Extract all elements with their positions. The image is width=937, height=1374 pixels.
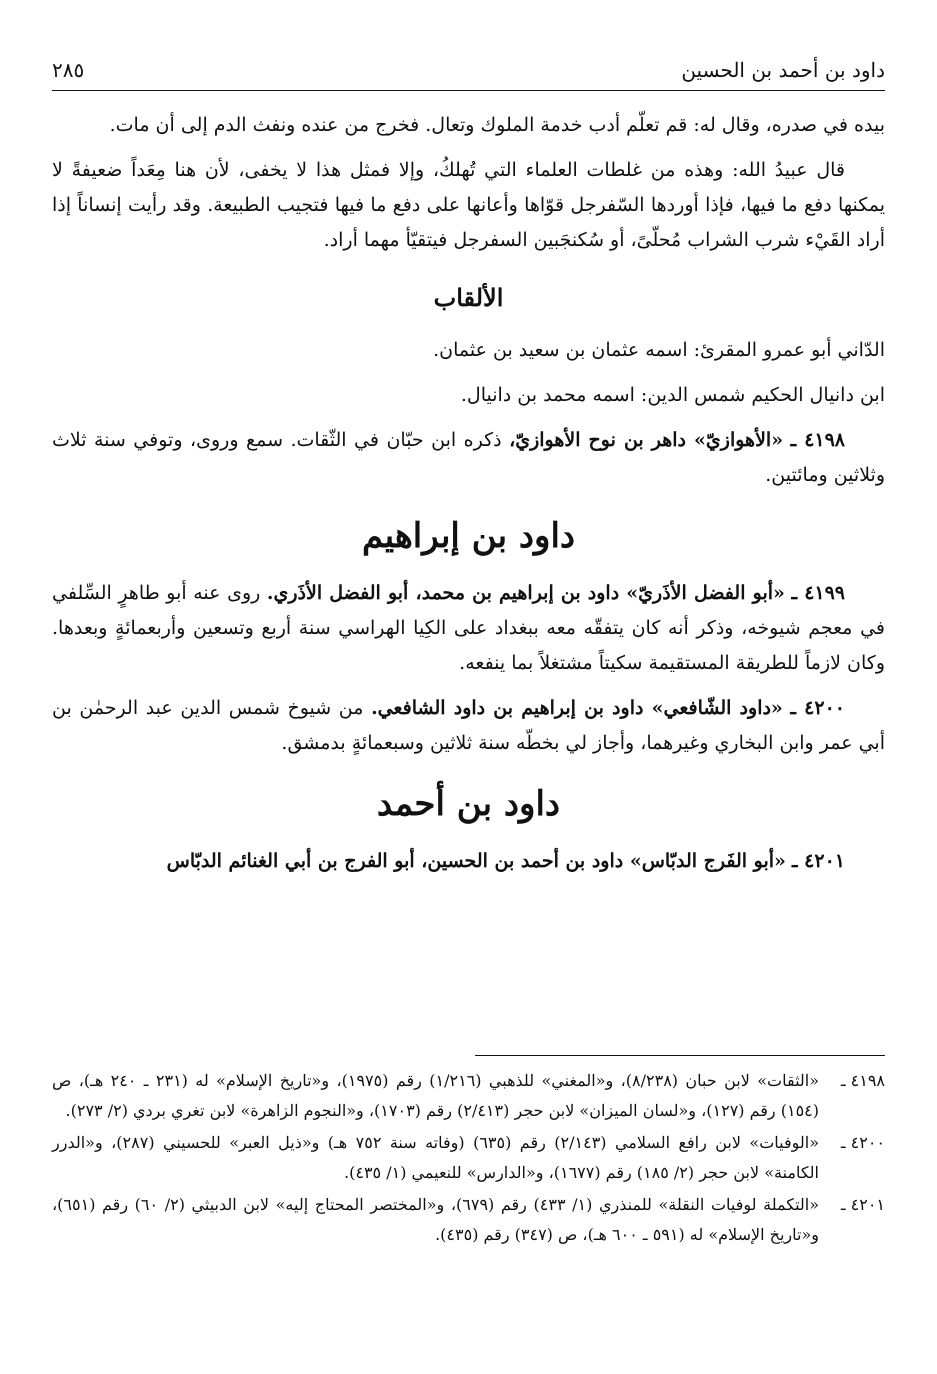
page-body [52, 108, 885, 889]
footnote-rule [475, 1055, 885, 1056]
page-number: ٢٨٥ [52, 58, 85, 82]
entry-4200 [52, 691, 885, 761]
page-header [52, 50, 885, 91]
footnote [52, 1066, 885, 1126]
footnote-text: «التكملة لوفيات النقلة» للمنذري (١/ ٤٣٣) رقم (٦٧٩)، و«المختصر المحتاج إليه» لابن الدبيثي (٢/ ٦٠) رقم (٦٥١)، و«تاريخ الإسلام» له (٥٩١ ـ ٦٠٠ هـ)، ص (٣٤٧) رقم (٤٣٥). [52, 1195, 820, 1244]
entry-text: روى عنه أبو طاهرٍ السِّلفي في معجم شيوخه، وذكر أنه كان يتفقّه معه ببغداد على الكِيا الهراسي سنة أربع وتسعين وأربعمائةٍ وبعدها. وكان لازماً للطريقة المستقيمة سكيتاً مشتغلاً بما ينفعه. [52, 582, 885, 674]
laqab-entry: ابن دانيال الحكيم شمس الدين: اسمه محمد بن دانيال. [460, 384, 885, 406]
entry-name: «داود الشّافعي» داود بن إبراهيم بن داود الشافعي. [371, 697, 783, 719]
section-heading-alqab: الألقاب [433, 283, 504, 312]
footnote-text: «الثقات» لابن حبان (٨/٢٣٨)، و«المغني» للذهبي (١/٢١٦) رقم (١٩٧٥)، و«تاريخ الإسلام» له (٢٣١ ـ ٢٤٠ هـ)، ص (١٥٤) رقم (١٢٧)، و«لسان الميزان» لابن حجر (٢/٤١٣) رقم (١٧٠٣)، و«النجوم الزاهرة» لابن تغري بردي (٢/ ٢٧٣). [52, 1071, 820, 1120]
chapter-heading-dawud-ibrahim: داود بن إبراهيم [361, 516, 576, 556]
entry-4198 [52, 423, 885, 493]
footnote-number: ٤٢٠١ ـ [840, 1195, 885, 1214]
entry-number: ٤٢٠١ ـ [791, 850, 845, 872]
entry-name: «أبو الفَرج الدبّاس» داود بن أحمد بن الحسين، أبو الفرج بن أبي الغنائم الدبّاس [166, 850, 786, 872]
entry-number: ٤٢٠٠ ـ [790, 697, 845, 719]
entry-number: ٤١٩٩ ـ [791, 582, 846, 604]
footnotes [52, 1055, 885, 1252]
entry-4201 [52, 844, 885, 879]
entry-text: ذكره ابن حبّان في الثّقات. سمع وروى، وتوفي سنة ثلاث وثلاثين ومائتين. [52, 429, 885, 486]
entry-number: ٤١٩٨ ـ [790, 429, 846, 451]
entry-text: من شيوخ شمس الدين عبد الرحمٰن بن أبي عمر وابن البخاري وغيرهما، وأجاز لي بخطّه سنة ثلاثين وسبعمائةٍ بدمشق. [52, 697, 885, 754]
footnote [52, 1190, 885, 1250]
paragraph-continuation: بيده في صدره، وقال له: قم تعلّم أدب خدمة الملوك وتعال. فخرج من عنده ونفث الدم إلى أن مات. [109, 114, 885, 136]
laqab-entry: الدّاني أبو عمرو المقرئ: اسمه عثمان بن سعيد بن عثمان. [433, 339, 885, 361]
paragraph-commentary: قال عبيدُ الله: وهذه من غلطات العلماء التي تُهلكُ، وإلا فمثل هذا لا يخفى، لأن هنا مِعَداً ضعيفةً لا يمكنها دفع ما فيها، فإذا أوردها السّفرجل قوّاها وأعانها على دفع ما فيها فتجيب الطبيعة. وقد رأيت إنساناً إذا أراد القَيْء شرب الشراب مُحلّىً، أو سُكنجَبين السفرجل فيتقيّأ مهما أراد. [52, 159, 885, 251]
chapter-heading-dawud-ahmad: داود بن أحمد [376, 784, 561, 824]
entry-name: «أبو الفضل الأذَريّ» داود بن إبراهيم بن محمد، أبو الفضل الأذَري. [266, 582, 785, 604]
footnote-text: «الوفيات» لابن رافع السلامي (٢/١٤٣) رقم (٦٣٥) (وفاته سنة ٧٥٢ هـ) و«ذيل العبر» للحسيني (٢٨٧)، و«الدرر الكامنة» لابن حجر (٢/ ١٨٥) رقم (١٦٧٧)، و«الدارس» للنعيمي (١/ ٤٣٥). [52, 1133, 820, 1182]
entry-4199 [52, 576, 885, 681]
footnote [52, 1128, 885, 1188]
entry-name: «الأهوازيّ» داهر بن نوح الأهوازيّ، [509, 429, 784, 451]
running-title: داود بن أحمد بن الحسين [681, 58, 885, 82]
footnote-number: ٤٢٠٠ ـ [840, 1133, 885, 1152]
footnote-number: ٤١٩٨ ـ [840, 1071, 885, 1090]
